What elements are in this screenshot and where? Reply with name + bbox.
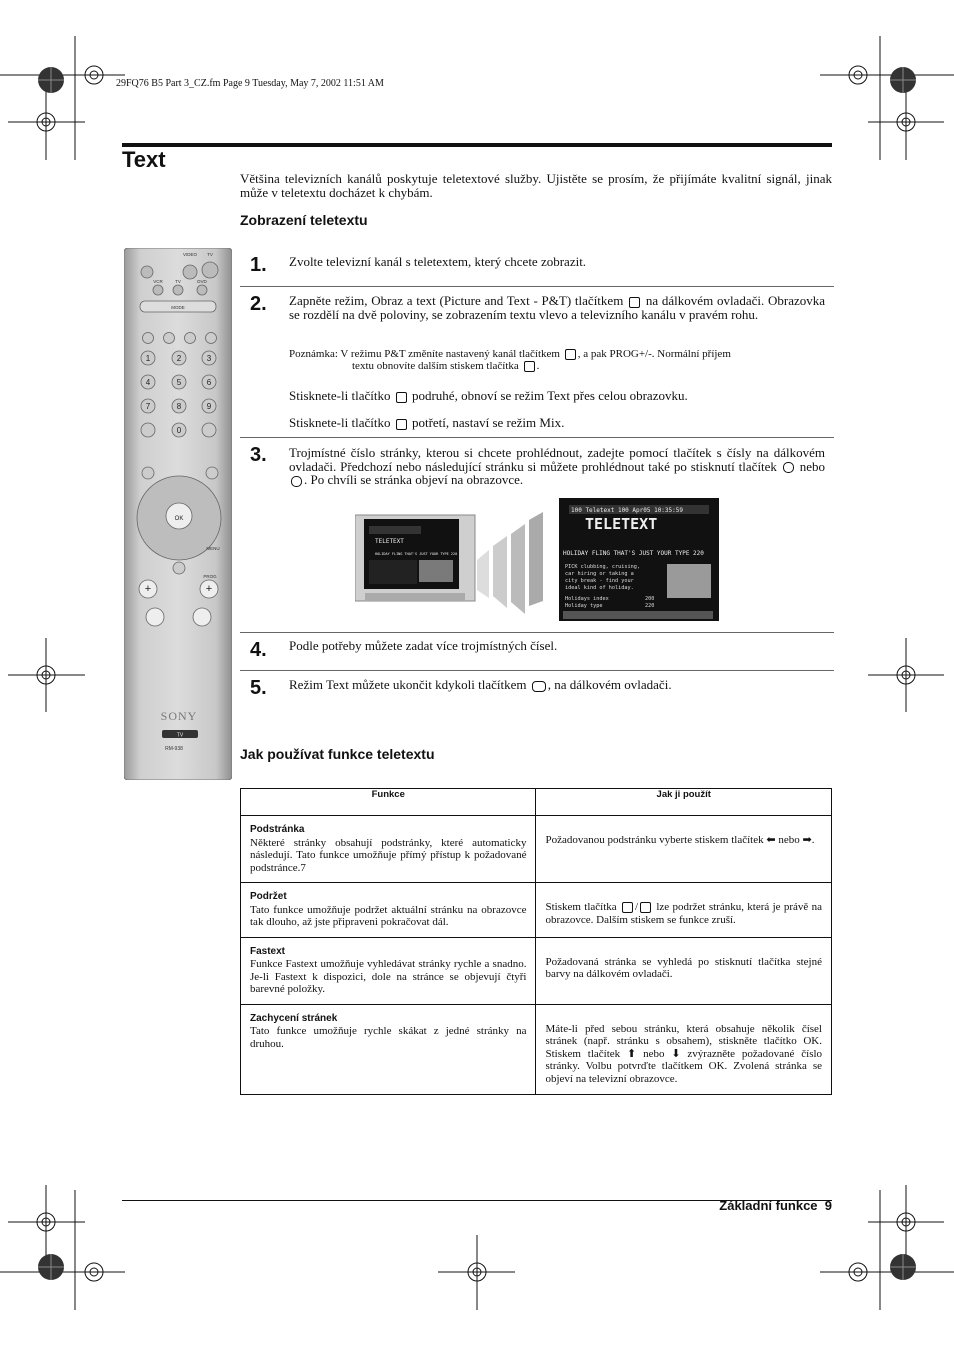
teletext-status-line: 100 Teletext 100 Apr05 10:35:59 bbox=[571, 507, 683, 514]
svg-text:TV: TV bbox=[176, 732, 184, 739]
svg-text:+: + bbox=[144, 583, 152, 595]
column-header-funkce: Funkce bbox=[241, 789, 536, 816]
small-tv-logo: TELETEXT bbox=[375, 538, 404, 545]
step-text-part: nebo bbox=[799, 458, 826, 474]
intro-paragraph: Většina televizních kanálů poskytuje teletextové služby. Ujistěte se prosím, že přijímáte kvalitní signál, jinak může v teletextu docházet k chybám. bbox=[240, 171, 832, 200]
teletext-index-label: Holiday type bbox=[565, 603, 603, 609]
note-part: textu obnovíte dalším stiskem tlačítka bbox=[352, 360, 519, 372]
teletext-body-line: PICK clubbing, cruising, bbox=[565, 564, 640, 570]
usage-part: . bbox=[811, 834, 815, 846]
function-desc: Funkce Fastext umožňuje vyhledávat stránky rychle a snadno. Je-li Fastext k dispozici, dole na stránce se objevují čtyři barevné položky. bbox=[250, 958, 527, 995]
svg-text:2: 2 bbox=[176, 354, 182, 363]
function-name: Zachycení stránek bbox=[250, 1012, 338, 1024]
column-header-jak: Jak ji použít bbox=[536, 789, 832, 816]
pt-button-icon bbox=[524, 361, 535, 372]
svg-text:MENU: MENU bbox=[206, 546, 220, 551]
step-1 bbox=[240, 248, 834, 286]
step-paragraph bbox=[289, 389, 825, 403]
teletext-logo: TELETEXT bbox=[585, 515, 658, 533]
usage-part: zvýrazněte požadované číslo stránky. Volbu potvrďte tlačítkem OK. Zvolená stránka se objeví na televizní obrazovce. bbox=[545, 1047, 823, 1085]
function-name: Podstránka bbox=[250, 824, 305, 835]
usage-part: Stiskem tlačítka bbox=[545, 901, 617, 913]
teletext-illustration bbox=[355, 498, 720, 621]
note-part: . bbox=[536, 360, 540, 372]
svg-text:6: 6 bbox=[206, 378, 212, 387]
function-desc: Tato funkce umožňuje podržet aktuální stránku na obrazovce tak dlouho, až jste připraveni pokračovat dál. bbox=[250, 903, 527, 928]
svg-text:7: 7 bbox=[145, 402, 151, 411]
teletext-body-line: city break - find your bbox=[565, 578, 634, 584]
teletext-index-label: Holidays index bbox=[565, 596, 609, 602]
step-number: 4. bbox=[250, 639, 267, 661]
heading-funkce: Jak používat funkce teletextu bbox=[240, 746, 435, 762]
functions-table bbox=[240, 788, 832, 1095]
step-text: Podle potřeby můžete zadat více trojmístných čísel. bbox=[289, 638, 558, 653]
usage-part: / bbox=[634, 901, 639, 913]
step-text-part: . Po chvíli se stránka objeví na obrazovce. bbox=[304, 472, 524, 488]
step-4 bbox=[240, 633, 834, 670]
right-arrow-icon: ➡ bbox=[802, 834, 812, 846]
usage-cell bbox=[536, 883, 832, 938]
step-text bbox=[289, 446, 825, 487]
svg-text:VCR: VCR bbox=[153, 279, 163, 284]
function-cell bbox=[241, 937, 536, 1004]
usage-cell bbox=[536, 1004, 832, 1094]
page-title: Text bbox=[122, 147, 166, 172]
step-text-part: na dálkovém ovladači. Obrazovka se rozdělí na dvě poloviny, se zobrazením textu vlevo a televizního kanálu v pravém rohu. bbox=[289, 293, 826, 322]
hold-button-icon bbox=[622, 902, 633, 913]
usage-part: Požadovanou podstránku vyberte stiskem tlačítek bbox=[545, 834, 764, 846]
step-text bbox=[289, 678, 825, 692]
function-name: Fastext bbox=[250, 945, 286, 957]
step-text-part: Režim Text můžete ukončit kdykoli tlačítkem bbox=[289, 677, 527, 692]
text-button-icon bbox=[396, 392, 407, 403]
page-number: 9 bbox=[824, 1198, 832, 1213]
step-text-part: Zapněte režim, Obraz a text (Picture and Text - P&T) tlačítkem bbox=[289, 293, 624, 308]
note-part: , a pak PROG+/-. Normální příjem bbox=[577, 348, 731, 360]
step-text-part: , na dálkovém ovladači. bbox=[547, 677, 672, 692]
table-row bbox=[241, 937, 832, 1004]
usage-cell: Požadovaná stránka se vyhledá po stisknutí tlačítka stejné barvy na dálkovém ovladači. bbox=[536, 937, 832, 1004]
footer-section: Základní funkce bbox=[719, 1198, 818, 1213]
usage-part: nebo bbox=[643, 1047, 665, 1060]
left-arrow-icon: ⬅ bbox=[766, 834, 776, 846]
remote-control-image bbox=[124, 248, 232, 780]
usage-cell bbox=[536, 816, 832, 883]
text-button-icon bbox=[396, 419, 407, 430]
usage-part: Máte-li před sebou stránku, která obsahuje několik čísel stránek (např. stránku s obsahem), stiskněte tlačítko OK. Stiskem tlačítek bbox=[545, 1022, 822, 1060]
step-paragraph bbox=[289, 416, 825, 430]
svg-text:PROG: PROG bbox=[203, 574, 217, 579]
step-text-part: Trojmístné číslo stránky, kterou si chcete prohlédnout, zadejte pomocí tlačítek s čísly na dálkovém ovladači. Předchozí nebo následující stránku si můžete prohlédnout také po stisknutí tlačítek bbox=[289, 445, 825, 474]
top-rule bbox=[122, 143, 832, 147]
table-row bbox=[241, 1004, 832, 1094]
svg-text:4: 4 bbox=[145, 378, 151, 387]
function-desc: Tato funkce umožňuje rychle skákat z jedné stránky na druhou. bbox=[250, 1025, 527, 1050]
teletext-index-page: 200 bbox=[645, 596, 655, 602]
table-row bbox=[241, 816, 832, 883]
svg-text:+: + bbox=[205, 583, 213, 595]
svg-text:SONY: SONY bbox=[160, 709, 198, 723]
step-number: 1. bbox=[250, 254, 267, 276]
hold-button-icon bbox=[640, 902, 651, 913]
usage-part: nebo bbox=[778, 834, 800, 846]
small-tv-headline: HOLIDAY FLING THAT'S JUST YOUR TYPE 220 bbox=[375, 552, 458, 556]
step-number: 2. bbox=[250, 293, 267, 315]
heading-zobrazeni: Zobrazení teletextu bbox=[240, 212, 368, 228]
note-part: Poznámka: V režimu P&T změníte nastavený kanál tlačítkem bbox=[289, 348, 560, 360]
teletext-body-line: car hiring or taking a bbox=[565, 571, 634, 577]
page-footer bbox=[719, 1198, 832, 1213]
svg-text:MODE: MODE bbox=[171, 305, 185, 310]
pt-button-icon bbox=[565, 349, 576, 360]
teletext-headline: HOLIDAY FLING THAT'S JUST YOUR TYPE 220 bbox=[563, 550, 704, 557]
step-5 bbox=[240, 671, 834, 711]
page-up-icon bbox=[783, 462, 794, 473]
step-number: 5. bbox=[250, 677, 267, 699]
step-number: 3. bbox=[250, 444, 267, 466]
function-name: Podržet bbox=[250, 891, 287, 902]
page-down-icon bbox=[291, 476, 302, 487]
svg-text:DVD: DVD bbox=[197, 279, 207, 284]
svg-text:OK: OK bbox=[174, 516, 184, 522]
table-row bbox=[241, 883, 832, 938]
svg-text:RM-938: RM-938 bbox=[165, 746, 183, 752]
step-text bbox=[289, 294, 825, 321]
step-2 bbox=[240, 287, 834, 437]
teletext-body-line: ideal kind of holiday. bbox=[565, 585, 634, 591]
step-note bbox=[289, 348, 825, 372]
down-arrow-icon: ⬇ bbox=[671, 1047, 681, 1060]
svg-text:1: 1 bbox=[145, 354, 151, 363]
file-header-line: 29FQ76 B5 Part 3_CZ.fm Page 9 Tuesday, May 7, 2002 11:51 AM bbox=[116, 78, 384, 89]
function-cell bbox=[241, 816, 536, 883]
up-arrow-icon: ⬆ bbox=[627, 1047, 637, 1060]
step-text: Zvolte televizní kanál s teletextem, který chcete zobrazit. bbox=[289, 254, 587, 269]
function-desc: Některé stránky obsahují podstránky, které automaticky následují. Tato funkce umožňuje přímý přístup k požadované podstránce.7 bbox=[250, 836, 527, 874]
step-text-part: podruhé, obnoví se režim Text přes celou obrazovku. bbox=[411, 388, 688, 403]
svg-text:5: 5 bbox=[176, 378, 182, 387]
tv-button-icon bbox=[532, 681, 546, 692]
usage-part: lze podržet stránku, která je právě na obrazovce. Dalším stiskem se funkce zruší. bbox=[545, 901, 822, 926]
svg-text:VIDEO: VIDEO bbox=[182, 252, 198, 257]
svg-text:TV: TV bbox=[207, 252, 213, 257]
svg-text:3: 3 bbox=[206, 354, 212, 363]
step-text-part: Stisknete-li tlačítko bbox=[289, 388, 391, 403]
function-cell bbox=[241, 1004, 536, 1094]
teletext-index-page: 220 bbox=[645, 603, 655, 609]
svg-text:9: 9 bbox=[206, 402, 212, 411]
function-cell bbox=[241, 883, 536, 938]
step-text-part: potřetí, nastaví se režim Mix. bbox=[411, 415, 565, 430]
svg-text:8: 8 bbox=[176, 402, 182, 411]
step-text-part: Stisknete-li tlačítko bbox=[289, 415, 391, 430]
svg-text:0: 0 bbox=[176, 426, 182, 435]
svg-text:TV: TV bbox=[175, 279, 181, 284]
table-header-row bbox=[241, 789, 832, 816]
